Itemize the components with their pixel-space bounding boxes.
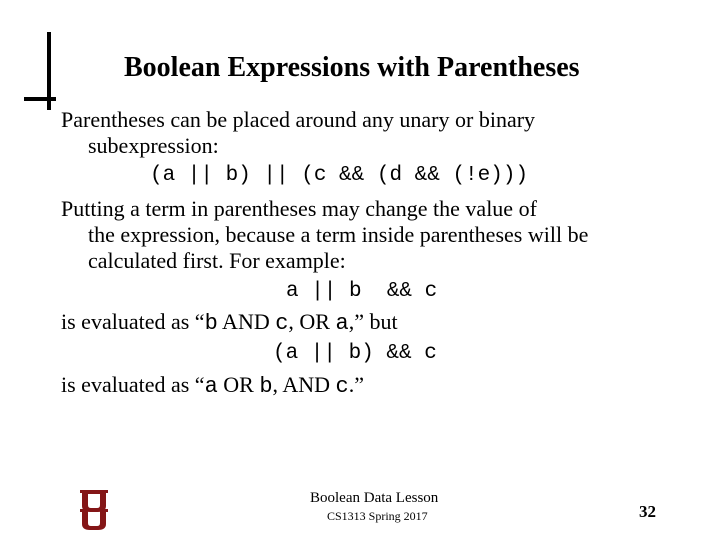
paragraph1-line2: subexpression: — [88, 133, 219, 158]
paragraph2-line1: Putting a term in parentheses may change the value of — [61, 196, 537, 221]
paragraph2-line2: the expression, because a term inside parentheses will be — [88, 222, 589, 247]
slide-title: Boolean Expressions with Parentheses — [124, 52, 580, 83]
evaluation-line-2: is evaluated as “a OR b, AND c.” — [61, 372, 364, 399]
title-horizontal-rule — [24, 97, 56, 101]
footer-course: CS1313 Spring 2017 — [327, 509, 428, 523]
page-number: 32 — [639, 502, 656, 521]
footer-lesson: Boolean Data Lesson — [310, 490, 439, 506]
evaluation-line-1: is evaluated as “b AND c, OR a,” but — [61, 309, 398, 336]
code-example-1: (a || b) || (c && (d && (!e))) — [150, 164, 529, 187]
ou-logo-icon — [76, 488, 112, 532]
paragraph2-line3: calculated first. For example: — [88, 248, 346, 273]
code-example-3: (a || b) && c — [273, 342, 437, 365]
paragraph1-line1: Parentheses can be placed around any unary or binary — [61, 107, 536, 132]
code-example-2: a || b && c — [286, 280, 438, 303]
